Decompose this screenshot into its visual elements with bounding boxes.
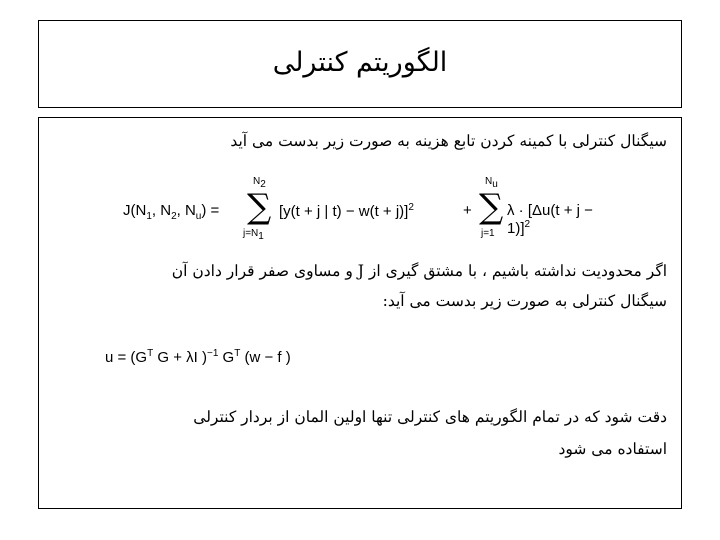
formula1-term2: $\lambda \cdot [\Delta u(t + j - 1)]^2$ (507, 202, 593, 237)
sum1-lower-limit: $j=N_1$ (243, 228, 264, 242)
sum2-upper-limit: $N_u$ (485, 176, 498, 190)
content-frame (38, 117, 682, 509)
paragraph-1: سیگنال کنترلی با کمینه کردن تابع هزینه به صورت زیر بدست می آید (230, 132, 667, 150)
paragraph-2-line-1: اگر محدودیت نداشته باشیم ، با مشتق گیری از J و مساوی صفر قرار دادن آن (171, 262, 667, 280)
sum2-lower-limit: j=1 (481, 228, 495, 239)
paragraph-3-line-2: استفاده می شود (558, 440, 667, 458)
formula1-plus: + (463, 202, 472, 219)
sum1-upper-limit: $N_2$ (253, 176, 266, 190)
formula1-term1: [y(t + j | t) − w(t + j)]$^2$ (279, 202, 414, 220)
cost-function-formula (123, 176, 593, 246)
sum1-sigma-icon: ∑ (247, 187, 272, 227)
slide-title: الگوریتم کنترلی (272, 47, 448, 78)
control-law-formula: $u = (G^T$ G + λI )$^{-1}$ $G^T$ (w − f ) (105, 348, 291, 366)
paragraph-2-line-2: سیگنال کنترلی به صورت زیر بدست می آید: (382, 292, 667, 310)
paragraph-3-line-1: دقت شود که در تمام الگوریتم های کنترلی تنها اولین المان از بردار کنترلی (193, 408, 667, 426)
title-frame (38, 20, 682, 108)
formula1-lhs: $J(N_1$, $N_2$, $N_u$) = (123, 202, 220, 222)
sum2-sigma-icon: ∑ (479, 187, 504, 227)
